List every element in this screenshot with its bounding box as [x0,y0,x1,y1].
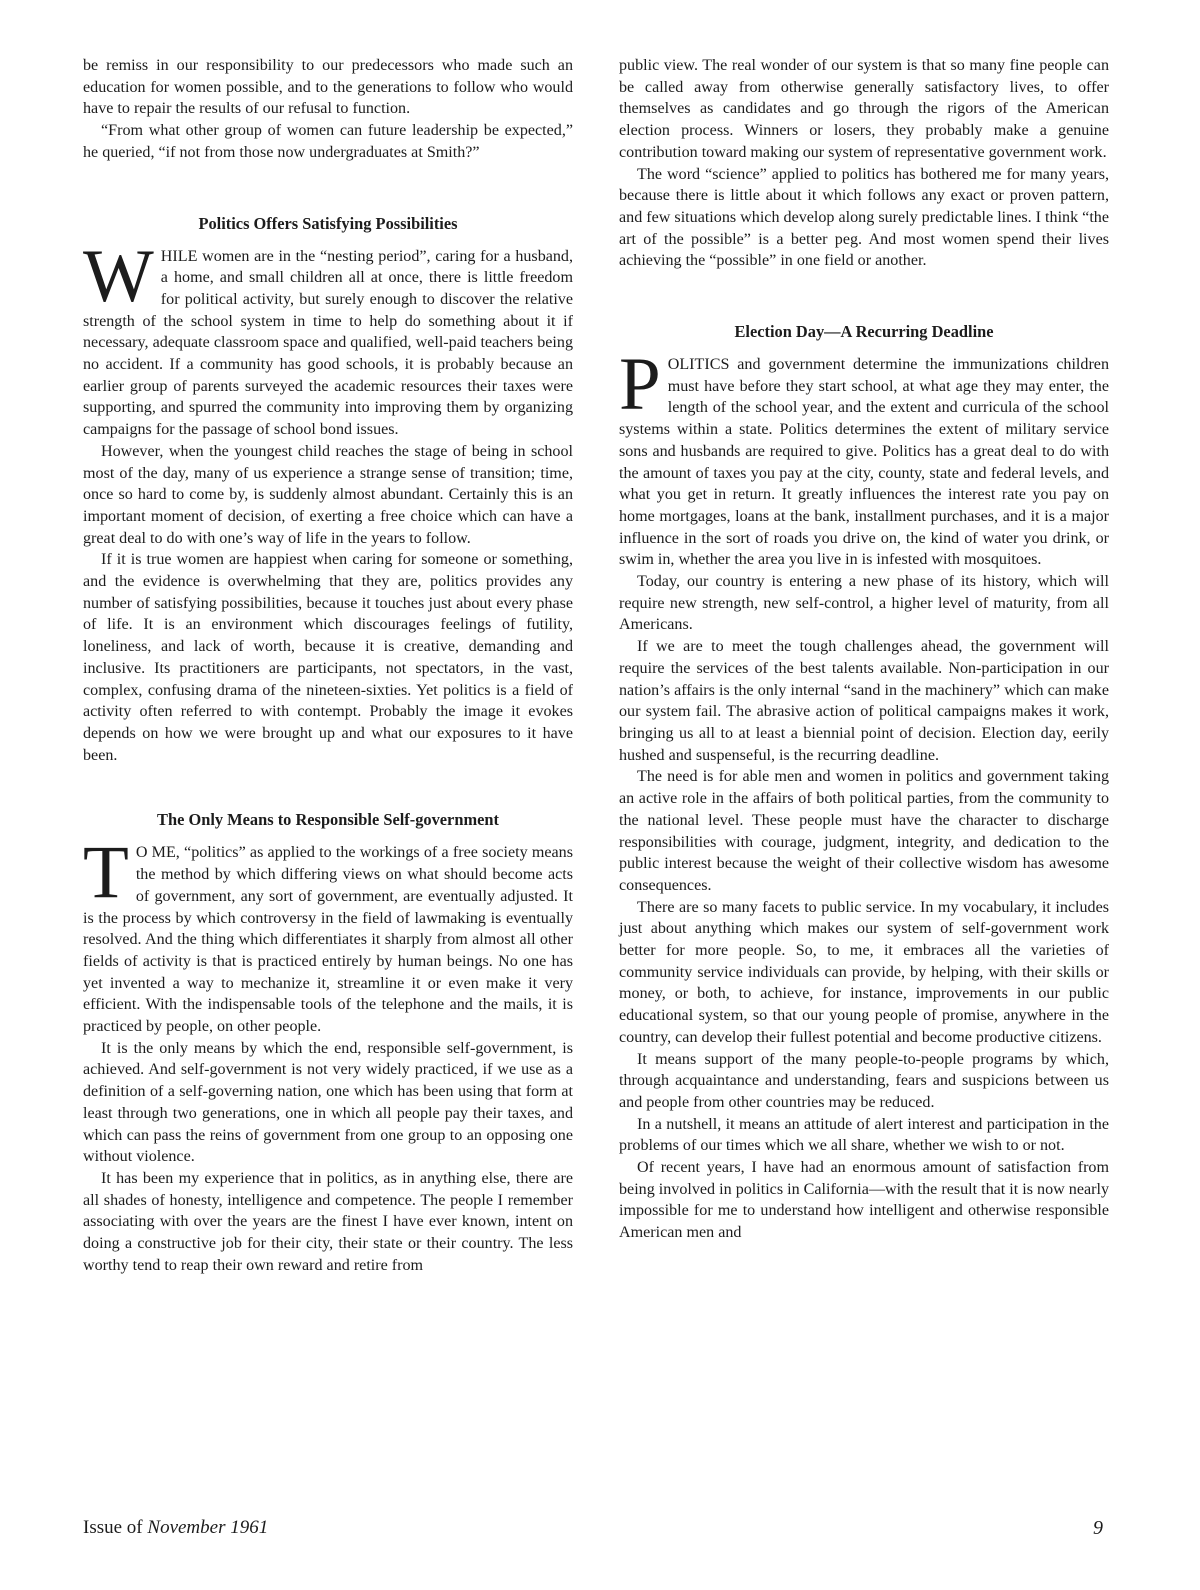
paragraph-public-view: public view. The real wonder of our system is that so many fine people can be called away from otherwise generally satisfactory lives, to offer themselves as candidates and go through the rigors of the American election process. Winners or losers, they probably make a genuine contribution toward making our system of representative government work. [619,57,1109,161]
footer-issue-prefix: Issue of [83,1517,143,1538]
paragraph-intro-continued: be remiss in our responsibility to our predecessors who made such an education for women possible, and to the generations to follow who would have to repair the results of our refusal to function. [83,57,573,118]
footer-issue-date: November 1961 [147,1517,269,1538]
heading-election-day: Election Day—A Recurring Deadline [734,322,994,342]
paragraph-if-it-is-true: If it is true women are happiest when caring for someone or something, and the evidence is overwhelming that they are, politics provides any number of satisfying possibilities, because it touches just about every phase of life. It is an environment which discourages feelings of futility, loneliness, and lack of worth, because it is creative, demanding and inclusive. Its practitioners are participants, not spectators, in the vast, complex, confusing drama of the nineteen-sixties. Yet politics is a field of activity often referred to with contempt. Probably the image it evokes depends on how we were brought up and what our exposures to it have been. [83,551,573,764]
paragraph-to-me [83,831,573,1037]
paragraph-recent-years: Of recent years, I have had an enormous amount of satisfaction from being involved in politics in California—with the result that it is now nearly impossible for me to understand how intelligent and otherwise responsible American men and [619,1159,1109,1242]
paragraph-however: However, when the youngest child reaches the stage of being in school most of the day, many of us experience a strange sense of transition; time, once so hard to come by, is suddenly almost abundant. Certainly this is an important moment of decision, of exerting a free choice which can have a great deal to do with one’s way of life in the years to follow. [83,442,573,547]
paragraph-facets: There are so many facets to public service. In my vocabulary, it includes just about anything which makes our system of self-government work better for more people. So, to me, it embraces all the varieties of community service individuals can provide, by helping, with their skills or money, or both, to achieve, for instance, improvements in our public educational system, so that our young people of promise, anywhere in the country, can develop their fullest potential and become productive citizens. [619,898,1109,1046]
paragraph-nutshell: In a nutshell, it means an attitude of alert interest and participation in the problems of our times which we all share, whether we wish to or not. [619,1115,1109,1155]
drop-cap-t: T [83,831,129,915]
paragraph-only-means: It is the only means by which the end, responsible self-government, is achieved. And self-government is not very widely practiced, if we use as a definition of a self-governing nation, one which has been using that form at least through two generations, one in which all people pay their taxes, and which can pass the reins of government from one group to an opposing one without violence. [83,1039,573,1166]
heading-only-means: The Only Means to Responsible Self-government [157,810,499,830]
paragraph-politics-text: OLITICS and government determine the immunizations children must have before they start school, at what age they may enter, the length of the school year, and the extent and curricula of the school systems within a state. Politics determines the extent of military service sons and husbands are required to give. Politics has a great deal to do with the amount of taxes you pay at the city, county, state and federal levels, and what you get in return. It greatly influences the interest rate you pay on home mortgages, loans at the bank, installment purchases, and it is a major influence in the sort of roads you drive on, the kind of water you drink, or swim in, whether the area you live in is infested with mosquitoes. [619,356,1109,569]
paragraph-experience: It has been my experience that in politics, as in anything else, there are all shades of honesty, intelligence and competence. The people I remember associating with over the years are the finest I have ever known, intent on doing a constructive job for their city, their state or their country. The less worthy tend to reap their own reward and retire from [83,1169,573,1274]
right-column [619,55,1109,1244]
paragraph-while-women [83,234,573,441]
footer-issue-line [83,1517,268,1539]
paragraph-need: The need is for able men and women in politics and government taking an active role in the affairs of both political parties, from the community to the national level. These people must have the character to discharge responsibilities with courage, judgment, integrity, and dedication to the public interest because the weight of their collective wisdom has awesome consequences. [619,768,1109,894]
paragraph-science: The word “science” applied to politics has bothered me for many years, because there is little about it which follows any exact or proven pattern, and few situations which develop along surely predictable lines. I think “the art of the possible” is a better peg. And most women spend their lives achieving the “possible” in one field or another. [619,165,1109,270]
left-column [83,55,573,1276]
paragraph-support: It means support of the many people-to-people programs by which, through acquaintance and understanding, fears and suspicions between us and people from other countries may be reduced. [619,1050,1109,1111]
heading-politics-offers: Politics Offers Satisfying Possibilities [198,213,458,233]
paragraph-while-women-text: HILE women are in the “nesting period”, caring for a husband, a home, and small children all at once, there is little freedom for political activity, but surely enough to discover the relative strength of the school system in time to help do something about it if necessary, adequate classroom space and qualified, well-paid teachers being no accident. If a community has good schools, it is probably because an earlier group of parents surveyed the academic resources their taxes were supporting, and spurred the community into improving them by organizing campaigns for the passage of school bond issues. [83,247,573,439]
paragraph-if-we-are: If we are to meet the tough challenges ahead, the government will require the services of the best talents available. Non-participation in our nation’s affairs is the only internal “sand in the machinery” which can make our system fail. The abrasive action of political campaigns makes it work, bringing us all to at least a biennial point of decision. Election day, eerily hushed and suspenseful, is the recurring deadline. [619,638,1109,764]
drop-cap-w: W [83,234,154,318]
paragraph-quote: “From what other group of women can future leadership be expected,” he queried, “if not from those now undergraduates at Smith?” [83,122,573,161]
page-number: 9 [1093,1517,1103,1539]
drop-cap-p: P [619,343,661,427]
paragraph-to-me-text: O ME, “politics” as applied to the workings of a free society means the method by which differing views on what should become acts of government, any sort of government, are eventually adjusted. It is the process by which controversy in the field of lawmaking is eventually resolved. And the thing which differentiates it sharply from almost all other fields of activity is that is practiced entirely by human beings. No one has yet invented a way to mechanize it, streamline it or even make it very efficient. With the indispensable tools of the telephone and the mails, it is practiced by people, on other people. [83,844,573,1036]
paragraph-politics-and-government [619,343,1109,571]
paragraph-today: Today, our country is entering a new phase of its history, which will require new strength, new self-control, a higher level of maturity, from all Americans. [619,573,1109,634]
